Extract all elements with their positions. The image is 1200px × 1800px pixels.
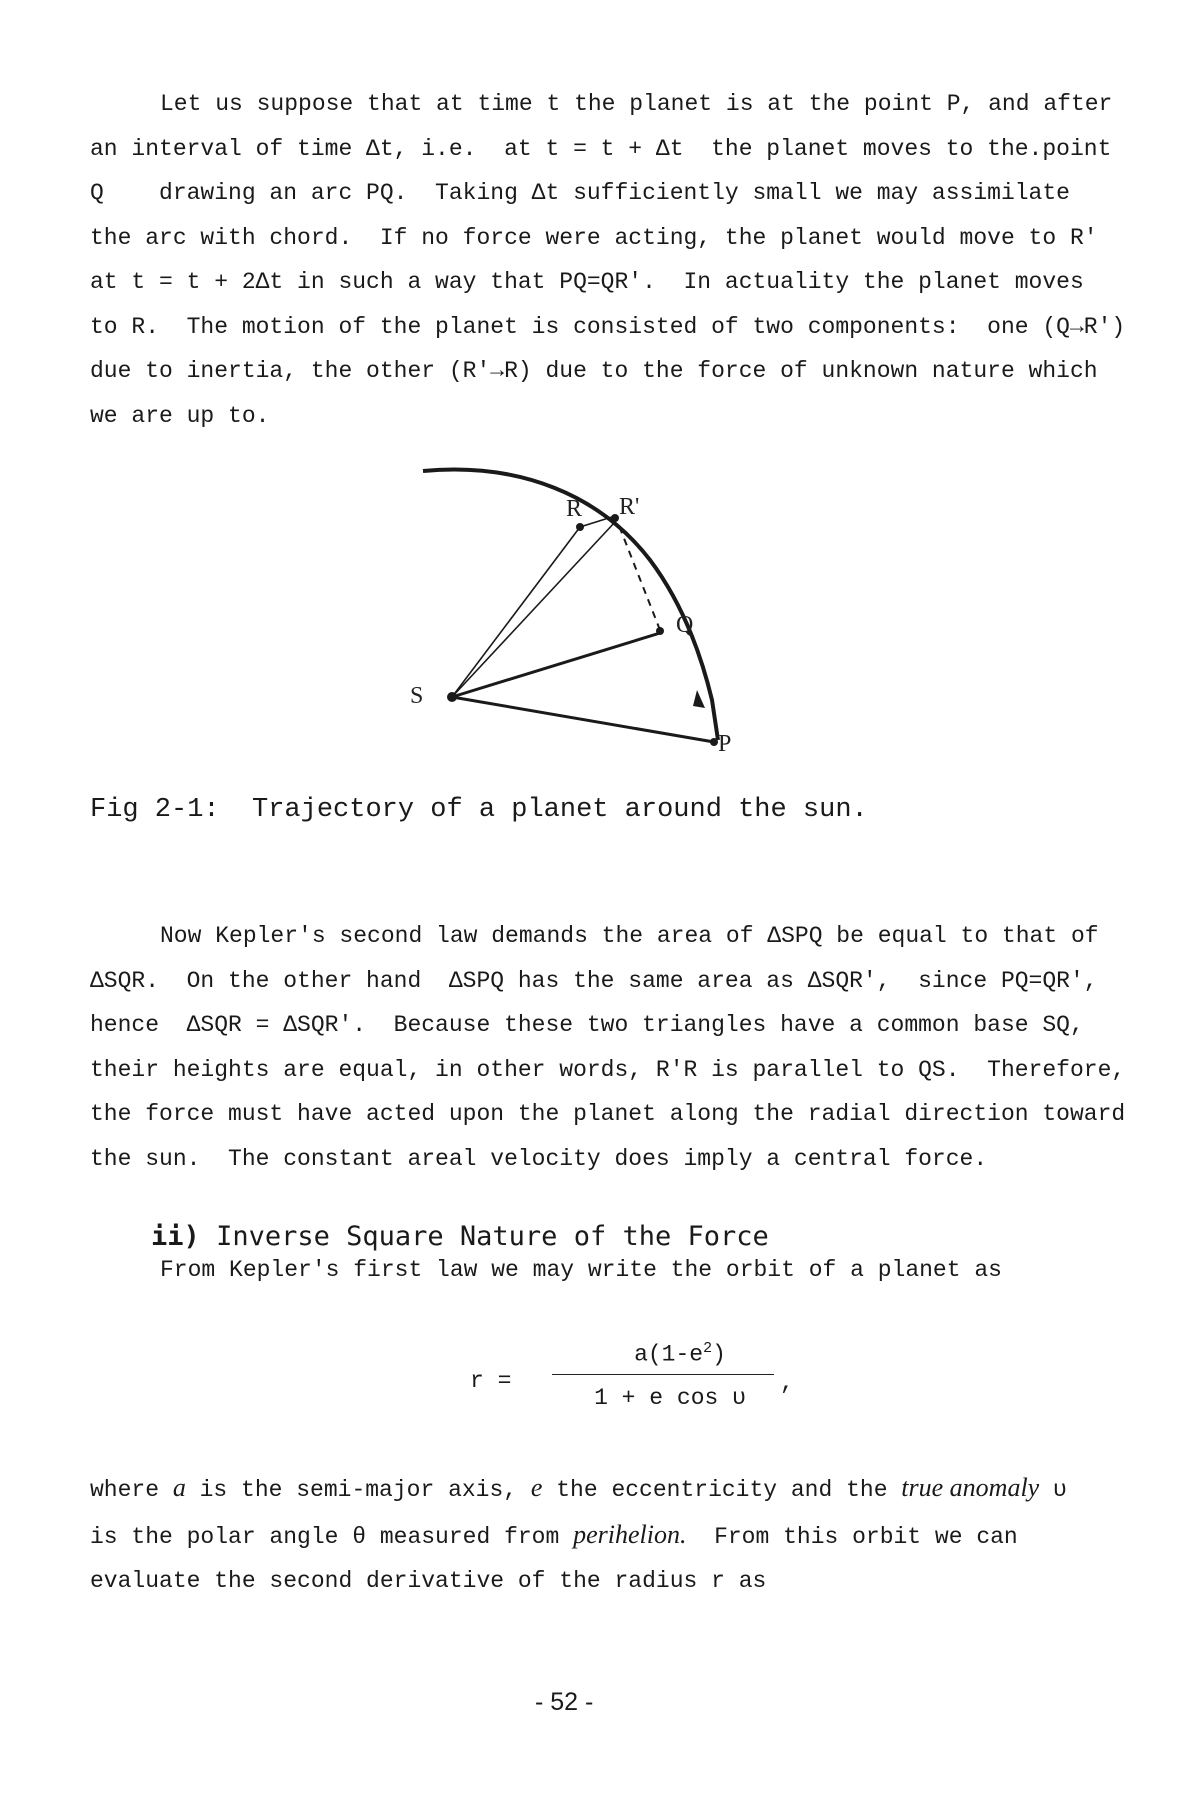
line-s-r — [452, 527, 580, 697]
paragraph-line: where a is the semi-major axis, e the eccentricity and the true anomaly υ — [90, 1473, 1067, 1503]
paragraph-line: is the polar angle θ measured from perihelion. From this orbit we can — [90, 1519, 1018, 1550]
line-s-p — [452, 697, 714, 742]
paragraph-line: to R. The motion of the planet is consisted of two components: one (Q→R') — [90, 313, 1126, 340]
label-r: R — [566, 496, 583, 522]
fraction-bar — [552, 1374, 774, 1375]
paragraph-line: the sun. The constant areal velocity does imply a central force. — [90, 1145, 988, 1172]
paragraph-orbit-definitions — [90, 1466, 1180, 1604]
paragraph-line: an interval of time Δt, i.e. at t = t + Δt the planet moves to the.point — [90, 135, 1112, 162]
point-r — [576, 523, 584, 531]
equation-comma: , — [780, 1370, 794, 1396]
direction-arrow — [693, 690, 705, 708]
paragraph-line: Now Kepler's second law demands the area of ΔSPQ be equal to that of — [160, 923, 1099, 949]
equation-denominator: 1 + e cos υ — [594, 1385, 746, 1411]
label-q: Q — [676, 612, 694, 638]
trajectory-diagram — [0, 0, 1200, 800]
paragraph-line: at t = t + 2Δt in such a way that PQ=QR'. In actuality the planet moves — [90, 269, 1084, 295]
paragraph-line: Let us suppose that at time t the planet is at the point P, and after — [160, 91, 1113, 117]
figure-caption: Fig 2-1: Trajectory of a planet around the sun. — [90, 795, 868, 825]
paragraph-kepler-second-law — [90, 914, 1180, 1181]
paragraph-line: hence ΔSQR = ΔSQR'. Because these two triangles have a common base SQ, — [90, 1012, 1084, 1038]
point-q — [656, 627, 664, 635]
label-p: P — [718, 731, 732, 757]
equation-lhs: r = — [470, 1368, 512, 1394]
paragraph-kepler-first-law — [90, 1248, 1180, 1293]
paragraph-line: Q drawing an arc PQ. Taking Δt sufficiently small we may assimilate — [90, 180, 1070, 206]
line-s-q — [452, 633, 660, 697]
page-number: - 52 - — [535, 1688, 594, 1716]
paragraph-line: due to inertia, the other (R'→R) due to the force of unknown nature which — [90, 358, 1098, 384]
paragraph-line: we are up to. — [90, 402, 270, 429]
label-rprime: R' — [619, 494, 640, 520]
section-number: ii) — [151, 1221, 200, 1252]
paragraph-line: From Kepler's first law we may write the orbit of a planet as — [160, 1257, 1002, 1283]
point-p — [710, 738, 718, 746]
paragraph-line: the force must have acted upon the planet along the radial direction toward — [90, 1101, 1126, 1127]
line-q-rprime-dashed — [616, 518, 660, 630]
equation-numerator: $a(1-e^2)$ — [634, 1340, 726, 1368]
orbit-equation — [470, 1340, 800, 1430]
paragraph-line: the arc with chord. If no force were acting, the planet would move to R' — [90, 224, 1098, 251]
section-title: Inverse Square Nature of the Force — [216, 1221, 769, 1252]
point-s — [447, 692, 457, 702]
paragraph-line: their heights are equal, in other words, R'R is parallel to QS. Therefore, — [90, 1056, 1126, 1083]
paragraph-line: evaluate the second derivative of the radius r as — [90, 1568, 767, 1594]
label-s: S — [410, 683, 424, 709]
paragraph-line: ΔSQR. On the other hand ΔSPQ has the same area as ΔSQR', since PQ=QR', — [90, 967, 1098, 994]
point-rprime — [611, 514, 619, 522]
